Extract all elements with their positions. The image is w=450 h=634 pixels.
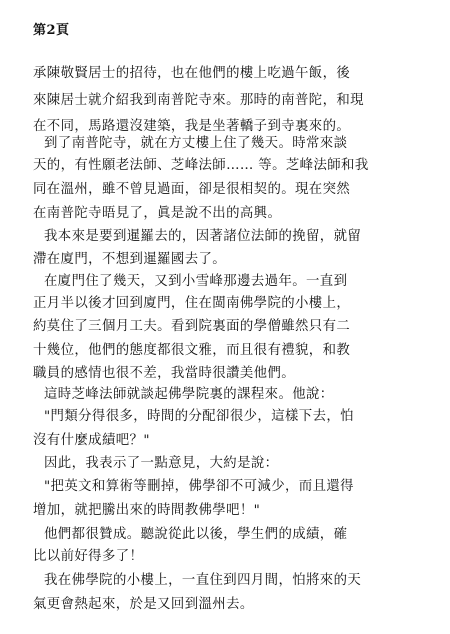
text-line: 約莫住了三個月工夫。看到院裏面的學僧雖然只有二 — [33, 319, 351, 334]
text-line: "門類分得很多，時間的分配卻很少，這樣下去，怕 — [44, 409, 354, 424]
text-line: 增加，就把騰出來的時間教佛學吧！" — [33, 503, 261, 518]
text-line: 沒有什麼成績吧？" — [33, 433, 150, 448]
text-line: 天的，有性願老法師、芝峰法師…… 等。芝峰法師和我 — [33, 158, 369, 173]
text-line: 十幾位，他們的態度都很文雅，而且很有禮貌，和教 — [33, 343, 351, 358]
text-line: 到了南普陀寺，就在方丈樓上住了幾天。時常來談 — [44, 136, 348, 151]
page-number: 第2頁 — [33, 23, 70, 38]
text-line: 在南普陀寺晤見了，眞是說不出的高興。 — [33, 206, 282, 221]
text-line: 我本來是要到暹羅去的，因著諸位法師的挽留，就留 — [44, 229, 362, 244]
text-line: 比以前好得多了！ — [33, 549, 144, 564]
text-line: 氣更會熱起來，於是又回到溫州去。 — [33, 597, 254, 612]
text-line: 同在溫州，雖不曾見過面，卻是很相契的。現在突然 — [33, 182, 351, 197]
text-line: "把英文和算術等刪掉，佛學卻不可減少，而且還得 — [44, 479, 354, 494]
text-line: 來陳居士就介紹我到南普陀寺來。那時的南普陀，和現 — [33, 93, 364, 108]
text-line: 職員的感情也很不差，我當時很讚美他們。 — [33, 366, 296, 381]
text-line: 正月半以後才回到廈門，住在閩南佛學院的小樓上， — [33, 296, 351, 311]
text-line: 在廈門住了幾天，又到小雪峰那邊去過年。一直到 — [44, 274, 348, 289]
text-line: 他們都很贊成。聽說從此以後，學生們的成績，確 — [44, 527, 348, 542]
text-line: 在不同，馬路還沒建築，我是坐著轎子到寺裏來的。 — [33, 119, 351, 134]
text-line: 滯在廈門，不想到暹羅國去了。 — [33, 252, 227, 267]
text-line: 承陳敬賢居士的招待，也在他們的樓上吃過午飯，後 — [33, 66, 351, 81]
text-line: 這時芝峰法師就談起佛學院裏的課程來。他說： — [44, 387, 334, 402]
text-line: 因此，我表示了一點意見，大約是說： — [44, 456, 279, 471]
text-line: 我在佛學院的小樓上，一直住到四月間，怕將來的天 — [44, 573, 362, 588]
